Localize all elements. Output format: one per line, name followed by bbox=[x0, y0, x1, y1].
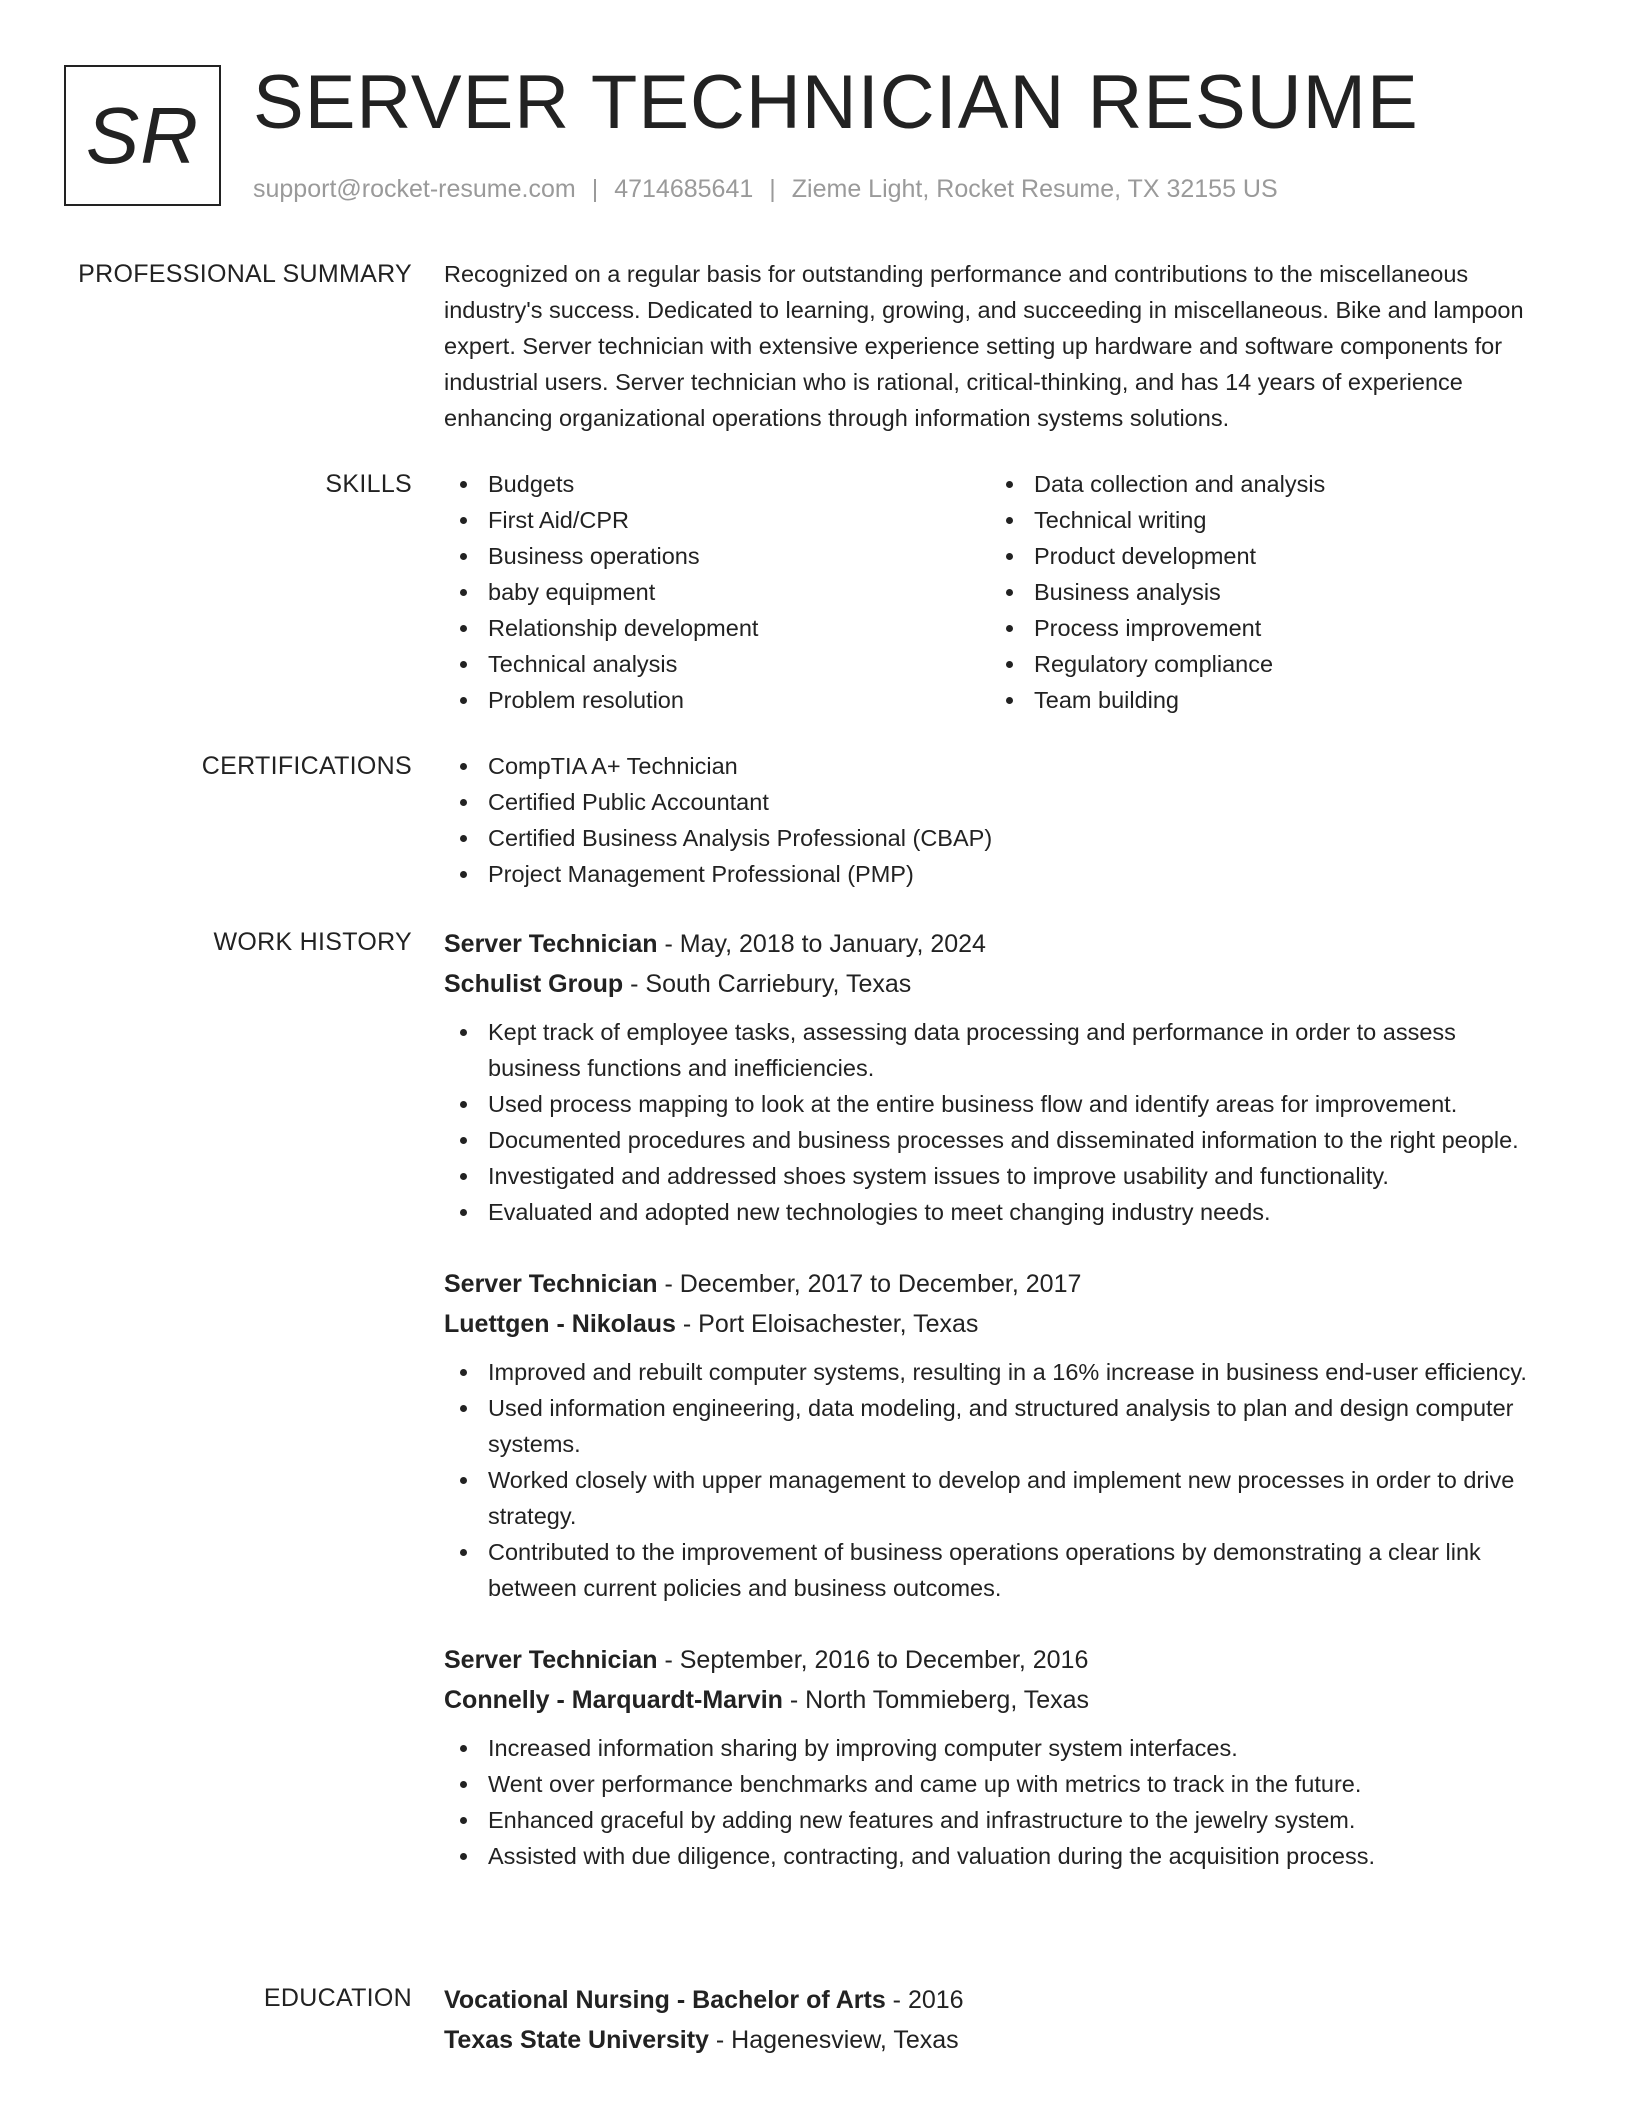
skills-content bbox=[444, 466, 1544, 718]
job-title: Server Technician bbox=[444, 1270, 658, 1298]
job-bullet: Used information engineering, data modeling, and structured analysis to plan and design computer systems. bbox=[444, 1390, 1544, 1462]
education-school: Texas State University bbox=[444, 2026, 709, 2054]
job-bullet: Documented procedures and business processes and disseminated information to the right people. bbox=[444, 1122, 1544, 1158]
job-bullet: Went over performance benchmarks and came up with metrics to track in the future. bbox=[444, 1766, 1544, 1802]
skill-item: baby equipment bbox=[444, 574, 990, 610]
certification-item: Project Management Professional (PMP) bbox=[444, 856, 1544, 892]
job-bullet: Worked closely with upper management to develop and implement new processes in order to drive strategy. bbox=[444, 1462, 1544, 1534]
job-bullet: Kept track of employee tasks, assessing data processing and performance in order to assess business functions and inefficiencies. bbox=[444, 1014, 1544, 1086]
job-bullet: Improved and rebuilt computer systems, resulting in a 16% increase in business end-user efficiency. bbox=[444, 1354, 1544, 1390]
job-title-line bbox=[444, 1640, 1544, 1680]
summary-content bbox=[444, 256, 1544, 436]
job-bullet: Contributed to the improvement of business operations operations by demonstrating a clear link between current policies and business outcomes. bbox=[444, 1534, 1544, 1606]
skills-list-left bbox=[444, 466, 990, 718]
work-history-content bbox=[444, 924, 1544, 1908]
job-company-line bbox=[444, 964, 1544, 1004]
job-entry bbox=[444, 1264, 1544, 1606]
skill-item: Regulatory compliance bbox=[990, 646, 1536, 682]
skill-item: Business analysis bbox=[990, 574, 1536, 610]
skill-item: Technical analysis bbox=[444, 646, 990, 682]
job-company: Luettgen - Nikolaus bbox=[444, 1310, 676, 1338]
job-company-line bbox=[444, 1680, 1544, 1720]
summary-text: Recognized on a regular basis for outstanding performance and contributions to the miscellaneous industry's success. Dedicated to learning, growing, and succeeding in miscellaneous. Bike and lampoon expert. Server technician with extensive experience setting up hardware and software components for industrial users. Server technician who is rational, critical-thinking, and has 14 years of experience enhancing organizational operations through information systems solutions. bbox=[444, 261, 1524, 431]
section-label-skills: SKILLS bbox=[325, 470, 412, 498]
initials-monogram: SR bbox=[64, 65, 221, 206]
job-company: Connelly - Marquardt-Marvin bbox=[444, 1686, 783, 1714]
skill-item: Problem resolution bbox=[444, 682, 990, 718]
contact-separator: | bbox=[769, 175, 776, 203]
skill-item: Technical writing bbox=[990, 502, 1536, 538]
education-school-line bbox=[444, 2020, 1544, 2060]
skills-list-right bbox=[990, 466, 1536, 718]
job-bullet-list bbox=[444, 1730, 1544, 1874]
education-content bbox=[444, 1980, 1544, 2060]
job-bullet: Evaluated and adopted new technologies to meet changing industry needs. bbox=[444, 1194, 1544, 1230]
job-location: - South Carriebury, Texas bbox=[623, 970, 912, 998]
education-degree: Vocational Nursing - Bachelor of Arts bbox=[444, 1986, 886, 2014]
skill-item: Product development bbox=[990, 538, 1536, 574]
education-year: - 2016 bbox=[885, 1986, 964, 2014]
skill-item: Process improvement bbox=[990, 610, 1536, 646]
resume-title: SERVER TECHNICIAN RESUME bbox=[253, 60, 1419, 145]
skill-item: First Aid/CPR bbox=[444, 502, 990, 538]
job-entry bbox=[444, 1640, 1544, 1874]
job-dates: - December, 2017 to December, 2017 bbox=[657, 1270, 1082, 1298]
job-entry bbox=[444, 924, 1544, 1230]
certification-item: Certified Business Analysis Professional (CBAP) bbox=[444, 820, 1544, 856]
education-degree-line bbox=[444, 1980, 1544, 2020]
job-bullet-list bbox=[444, 1354, 1544, 1606]
job-location: - Port Eloisachester, Texas bbox=[675, 1310, 979, 1338]
education-location: - Hagenesview, Texas bbox=[708, 2026, 959, 2054]
job-bullet-list bbox=[444, 1014, 1544, 1230]
contact-address: Zieme Light, Rocket Resume, TX 32155 US bbox=[791, 175, 1278, 203]
job-bullet: Investigated and addressed shoes system issues to improve usability and functionality. bbox=[444, 1158, 1544, 1194]
job-location: - North Tommieberg, Texas bbox=[782, 1686, 1090, 1714]
section-label-summary: PROFESSIONAL SUMMARY bbox=[78, 260, 412, 288]
contact-separator: | bbox=[591, 175, 599, 203]
skill-item: Business operations bbox=[444, 538, 990, 574]
job-bullet: Used process mapping to look at the entire business flow and identify areas for improvement. bbox=[444, 1086, 1544, 1122]
certifications-list bbox=[444, 748, 1544, 892]
job-bullet: Increased information sharing by improving computer system interfaces. bbox=[444, 1730, 1544, 1766]
contact-phone: 4714685641 bbox=[614, 175, 754, 203]
certifications-content bbox=[444, 748, 1544, 892]
job-bullet: Assisted with due diligence, contracting, and valuation during the acquisition process. bbox=[444, 1838, 1544, 1874]
job-dates: - September, 2016 to December, 2016 bbox=[657, 1646, 1089, 1674]
certification-item: Certified Public Accountant bbox=[444, 784, 1544, 820]
job-title-line bbox=[444, 1264, 1544, 1304]
skills-columns bbox=[444, 466, 1544, 718]
contact-line bbox=[253, 172, 1278, 206]
skill-item: Budgets bbox=[444, 466, 990, 502]
section-label-certifications: CERTIFICATIONS bbox=[201, 752, 412, 780]
job-company-line bbox=[444, 1304, 1544, 1344]
skill-item: Data collection and analysis bbox=[990, 466, 1536, 502]
certification-item: CompTIA A+ Technician bbox=[444, 748, 1544, 784]
job-title: Server Technician bbox=[444, 930, 658, 958]
job-title-line bbox=[444, 924, 1544, 964]
section-label-work-history: WORK HISTORY bbox=[213, 928, 412, 956]
skill-item: Team building bbox=[990, 682, 1536, 718]
skill-item: Relationship development bbox=[444, 610, 990, 646]
job-dates: - May, 2018 to January, 2024 bbox=[657, 930, 986, 958]
job-title: Server Technician bbox=[444, 1646, 658, 1674]
contact-email: support@rocket-resume.com bbox=[253, 175, 576, 203]
job-company: Schulist Group bbox=[444, 970, 624, 998]
section-label-education: EDUCATION bbox=[263, 1984, 412, 2012]
job-bullet: Enhanced graceful by adding new features and infrastructure to the jewelry system. bbox=[444, 1802, 1544, 1838]
